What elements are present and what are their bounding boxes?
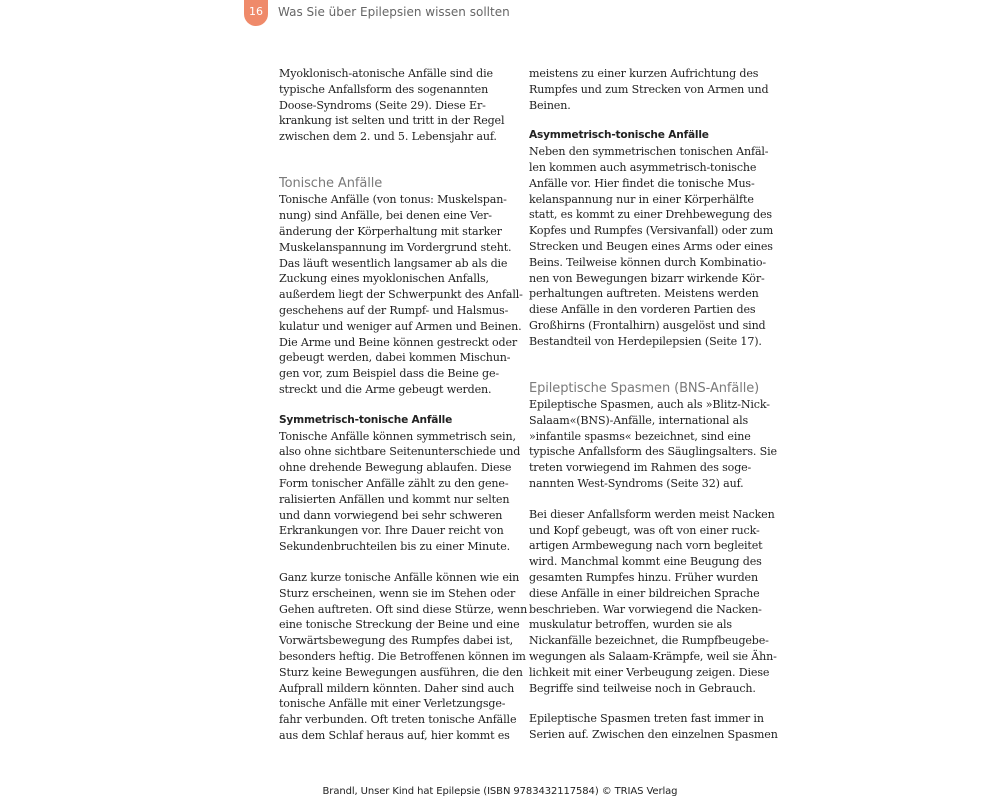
text-line: nannten West-Syndroms (Seite 32) auf. — [529, 477, 744, 491]
text-line: wegungen als Salaam-Krämpfe, weil sie Ähn- — [529, 650, 777, 663]
text-line: außerdem liegt der Schwerpunkt des Anfall- — [279, 288, 523, 302]
page-number-badge: 16 — [244, 0, 268, 26]
text-column-left — [279, 66, 528, 744]
paragraph — [279, 570, 528, 744]
paragraph — [279, 192, 523, 397]
text-line: Beins. Teilweise können durch Kombinatio- — [529, 255, 766, 269]
text-line: Tonische Anfälle (von tonus: Muskelspan- — [279, 193, 507, 207]
text-line: Muskelanspannung im Vordergrund steht. — [279, 240, 512, 254]
text-line: Großhirns (Frontalhirn) ausgelöst und sind — [529, 318, 766, 332]
text-line: gesamten Rumpfes hinzu. Früher wurden — [529, 571, 758, 585]
text-line: Ganz kurze tonische Anfälle können wie ein — [279, 571, 520, 585]
section-heading — [279, 175, 511, 193]
text-line: gebeugt werden, dabei kommen Mischun- — [279, 351, 511, 365]
text-line: treten vorwiegend im Rahmen des soge- — [529, 461, 752, 475]
text-line: kulatur und weniger auf Armen und Beinen. — [279, 319, 522, 333]
text-line: kelanspannung nur in einer Körperhälfte — [529, 192, 754, 206]
text-line: diese Anfälle in den vorderen Partien des — [529, 303, 756, 317]
text-line: zwischen dem 2. und 5. Lebensjahr auf. — [279, 130, 497, 144]
text-line: streckt und die Arme gebeugt werden. — [279, 383, 492, 397]
text-line: Epileptische Spasmen treten fast immer in — [529, 712, 764, 726]
text-line: meistens zu einer kurzen Aufrichtung des — [529, 67, 759, 80]
text-line: gen vor, zum Beispiel dass die Beine ge- — [279, 367, 499, 381]
text-line: nen von Bewegungen bizarr wirkende Kör- — [529, 271, 765, 285]
text-line: Form tonischer Anfälle zählt zu den gene- — [279, 477, 509, 491]
text-line: muskulatur betroffen, wurden sie als — [529, 618, 732, 632]
text-line: Rumpfes und zum Strecken von Armen und — [529, 82, 769, 96]
paragraph — [279, 429, 521, 555]
text-line: diese Anfälle in einer bildreichen Sprache — [529, 586, 760, 600]
text-line: und dann vorwiegend bei sehr schweren — [279, 508, 503, 522]
text-line: Symmetrisch-tonische Anfälle — [279, 413, 453, 426]
text-line: ohne drehende Bewegung ablaufen. Diese — [279, 461, 512, 475]
text-line: nung) sind Anfälle, bei denen eine Ver- — [279, 209, 492, 223]
page-header — [0, 0, 1000, 26]
text-line: beschrieben. War vorwiegend die Nacken- — [529, 602, 762, 616]
text-line: Asymmetrisch-tonische Anfälle — [529, 129, 709, 142]
text-line: Vorwärtsbewegung des Rumpfes dabei ist, — [279, 634, 514, 648]
text-line: perhaltungen auftreten. Meistens werden — [529, 287, 759, 301]
text-line: Anfälle vor. Hier findet die tonische Mus- — [529, 176, 755, 190]
paragraph — [529, 66, 769, 113]
paragraph — [529, 397, 777, 492]
text-line: lichkeit mit einer Verbeugung zeigen. Diese — [529, 665, 770, 679]
text-line: ralisierten Anfällen und kommt nur selten — [279, 492, 510, 506]
paragraph — [279, 66, 511, 145]
text-line: also ohne sichtbare Seitenunterschiede und — [279, 445, 521, 459]
text-line: eine tonische Streckung der Beine und eine — [279, 618, 520, 632]
text-line: Epileptische Spasmen, auch als »Blitz-Nick- — [529, 398, 770, 412]
text-line: Das läuft wesentlich langsamer ab als die — [279, 256, 508, 270]
paragraph — [529, 711, 778, 743]
text-line: geschehens auf der Rumpf- und Halsmus- — [279, 304, 509, 318]
section-heading — [529, 380, 761, 398]
text-line: Salaam«(BNS)-Anfälle, international als — [529, 413, 749, 427]
text-line: Neben den symmetrischen tonischen Anfäl- — [529, 145, 769, 159]
text-line: aus dem Schlaf heraus auf, hier kommt es — [279, 728, 510, 742]
subheading — [279, 413, 511, 429]
text-line: Doose-Syndroms (Seite 29). Diese Er- — [279, 98, 486, 112]
text-line: besonders heftig. Die Betroffenen können im — [279, 650, 526, 663]
text-line: Myoklonisch-atonische Anfälle sind die — [279, 67, 493, 80]
text-line: Sturz erscheinen, wenn sie im Stehen oder — [279, 586, 516, 600]
text-line: Nickanfälle bezeichnet, die Rumpfbeugebe- — [529, 634, 769, 648]
text-line: Tonische Anfälle — [279, 175, 383, 191]
text-line: wird. Manchmal kommt eine Beugung des — [529, 555, 762, 569]
text-line: Tonische Anfälle können symmetrisch sein, — [279, 429, 516, 443]
text-line: »infantile spasms« bezeichnet, sind eine — [529, 429, 751, 443]
text-line: artigen Armbewegung nach vorn begleitet — [529, 539, 763, 553]
text-line: und Kopf gebeugt, was oft von einer ruck- — [529, 523, 760, 537]
text-line: Serien auf. Zwischen den einzelnen Spasmen — [529, 728, 778, 742]
text-line: Bei dieser Anfallsform werden meist Nacken — [529, 507, 775, 521]
text-line: Sturz keine Bewegungen ausführen, die den — [279, 665, 523, 679]
text-line: Kopfes und Rumpfes (Versivanfall) oder zum — [529, 224, 774, 238]
text-line: tonische Anfälle mit einer Verletzungsge- — [279, 697, 506, 711]
running-head: Was Sie über Epilepsien wissen sollten — [278, 5, 510, 19]
text-line: statt, es kommt zu einer Drehbewegung des — [529, 208, 772, 222]
text-line: änderung der Körperhaltung mit starker — [279, 225, 502, 239]
text-line: Epileptische Spasmen (BNS-Anfälle) — [529, 380, 760, 396]
text-line: Bestandteil von Herdepilepsien (Seite 17). — [529, 334, 762, 348]
text-line: Gehen auftreten. Oft sind diese Stürze, wenn — [279, 602, 528, 616]
text-line: Strecken und Beugen eines Arms oder eines — [529, 239, 773, 253]
paragraph — [529, 144, 774, 349]
text-line: fahr verbunden. Oft treten tonische Anfälle — [279, 713, 517, 727]
text-line: Erkrankungen vor. Ihre Dauer reicht von — [279, 524, 504, 538]
text-column-right — [529, 66, 778, 743]
text-line: Sekundenbruchteilen bis zu einer Minute. — [279, 540, 511, 554]
text-line: len kommen auch asymmetrisch-tonische — [529, 160, 757, 174]
paragraph — [529, 507, 777, 697]
page-footer: Brandl, Unser Kind hat Epilepsie (ISBN 9783432117584) © TRIAS Verlag — [322, 786, 678, 797]
text-line: Die Arme und Beine können gestreckt oder — [279, 335, 518, 349]
text-line: Begriffe sind teilweise noch in Gebrauch. — [529, 681, 756, 695]
text-line: Zuckung eines myoklonischen Anfalls, — [279, 272, 489, 286]
text-line: Aufprall mildern könnten. Daher sind auch — [279, 681, 515, 695]
text-line: typische Anfallsform des sogenannten — [279, 82, 489, 96]
text-line: Beinen. — [529, 98, 571, 112]
text-line: krankung ist selten und tritt in der Regel — [279, 114, 505, 128]
subheading — [529, 128, 761, 144]
text-line: typische Anfallsform des Säuglingsalters. Sie — [529, 445, 777, 459]
